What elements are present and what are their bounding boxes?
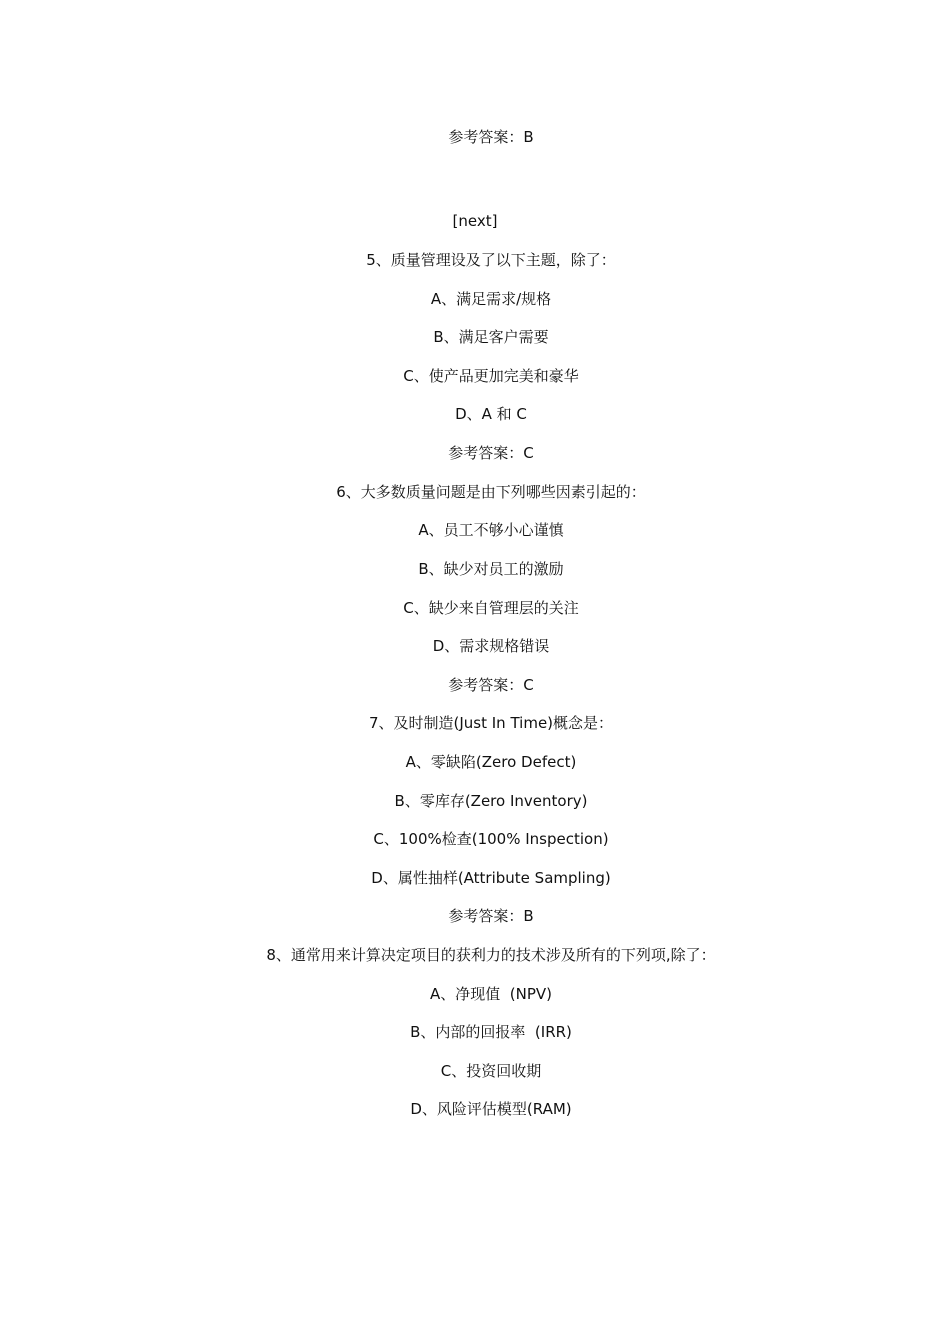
question-8-option-a: A、净现值 (NPV) [429, 985, 553, 1003]
question-8-option-d: D、风险评估模型(RAM) [410, 1100, 572, 1118]
next-marker: [next] [452, 212, 498, 230]
question-7-option-c: C、100%检查(100% Inspection) [373, 830, 609, 848]
question-6: 6、大多数质量问题是由下列哪些因素引起的： [336, 483, 646, 501]
question-8-option-c: C、投资回收期 [440, 1062, 542, 1080]
question-5-option-d: D、A 和 C [455, 405, 527, 423]
question-5-option-a: A、满足需求/规格 [430, 290, 552, 308]
question-7-option-b: B、零库存(Zero Inventory) [394, 792, 588, 810]
question-5-option-c: C、使产品更加完美和豪华 [403, 367, 579, 385]
question-7: 7、及时制造(Just In Time)概念是： [368, 714, 614, 732]
previous-answer: 参考答案：B [448, 128, 534, 146]
question-6-answer: 参考答案：C [448, 676, 534, 694]
question-6-option-b: B、缺少对员工的激励 [418, 560, 564, 578]
question-7-option-d: D、属性抽样(Attribute Sampling) [371, 869, 611, 887]
question-8: 8、通常用来计算决定项目的获利力的技术涉及所有的下列项,除了： [266, 946, 716, 964]
question-6-option-c: C、缺少来自管理层的关注 [403, 599, 579, 617]
question-5-answer: 参考答案：C [448, 444, 534, 462]
question-7-option-a: A、零缺陷(Zero Defect) [405, 753, 577, 771]
question-8-option-b: B、内部的回报率 (IRR) [410, 1023, 572, 1041]
question-5: 5、质量管理设及了以下主题，除了： [366, 251, 616, 269]
question-7-answer: 参考答案：B [448, 907, 534, 925]
question-6-option-d: D、需求规格错误 [432, 637, 550, 655]
question-5-option-b: B、满足客户需要 [433, 328, 549, 346]
question-6-option-a: A、员工不够小心谨慎 [418, 521, 564, 539]
